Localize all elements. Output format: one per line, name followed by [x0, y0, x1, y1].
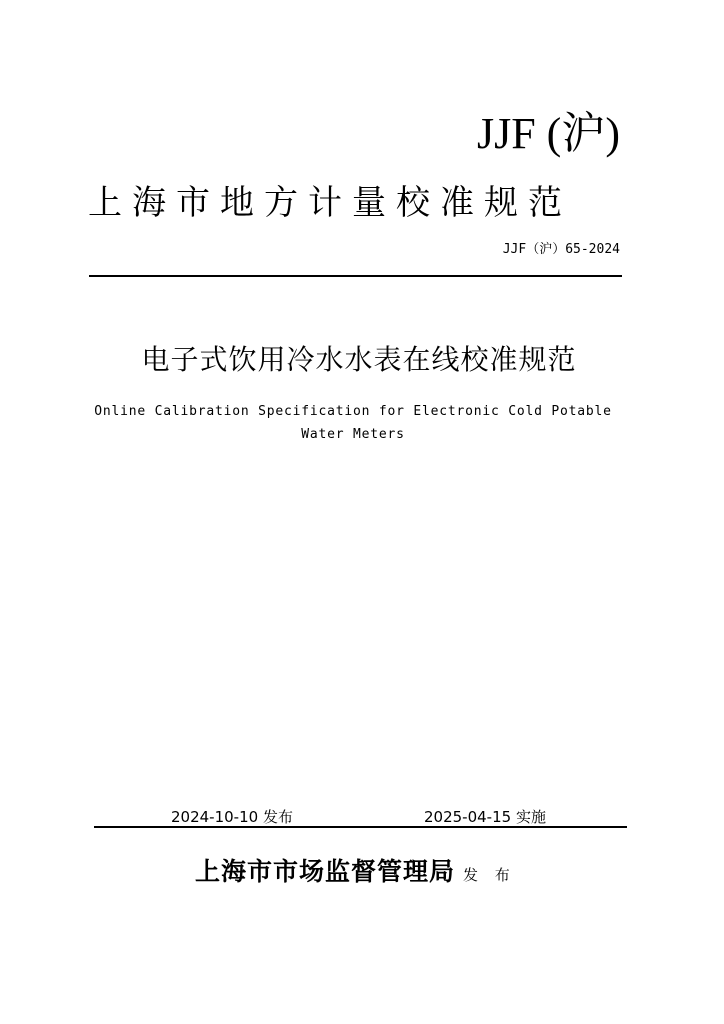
bottom-divider	[94, 826, 627, 828]
document-number: JJF（沪）65-2024	[502, 242, 620, 257]
title-english: Online Calibration Specification for Electronic Cold Potable Water Meters	[94, 404, 612, 442]
issuer-action: 发 布	[463, 866, 516, 884]
issuer-name: 上海市市场监督管理局	[195, 857, 456, 886]
series-code: JJF (沪)	[476, 109, 620, 158]
issuer-line	[195, 852, 516, 892]
issue-date: 2024-10-10 发布	[171, 808, 293, 826]
title-chinese: 电子式饮用冷水水表在线校准规范	[141, 343, 577, 376]
top-divider	[89, 275, 622, 277]
implementation-date: 2025-04-15 实施	[424, 808, 546, 826]
series-name: 上海市地方计量校准规范	[88, 183, 572, 223]
